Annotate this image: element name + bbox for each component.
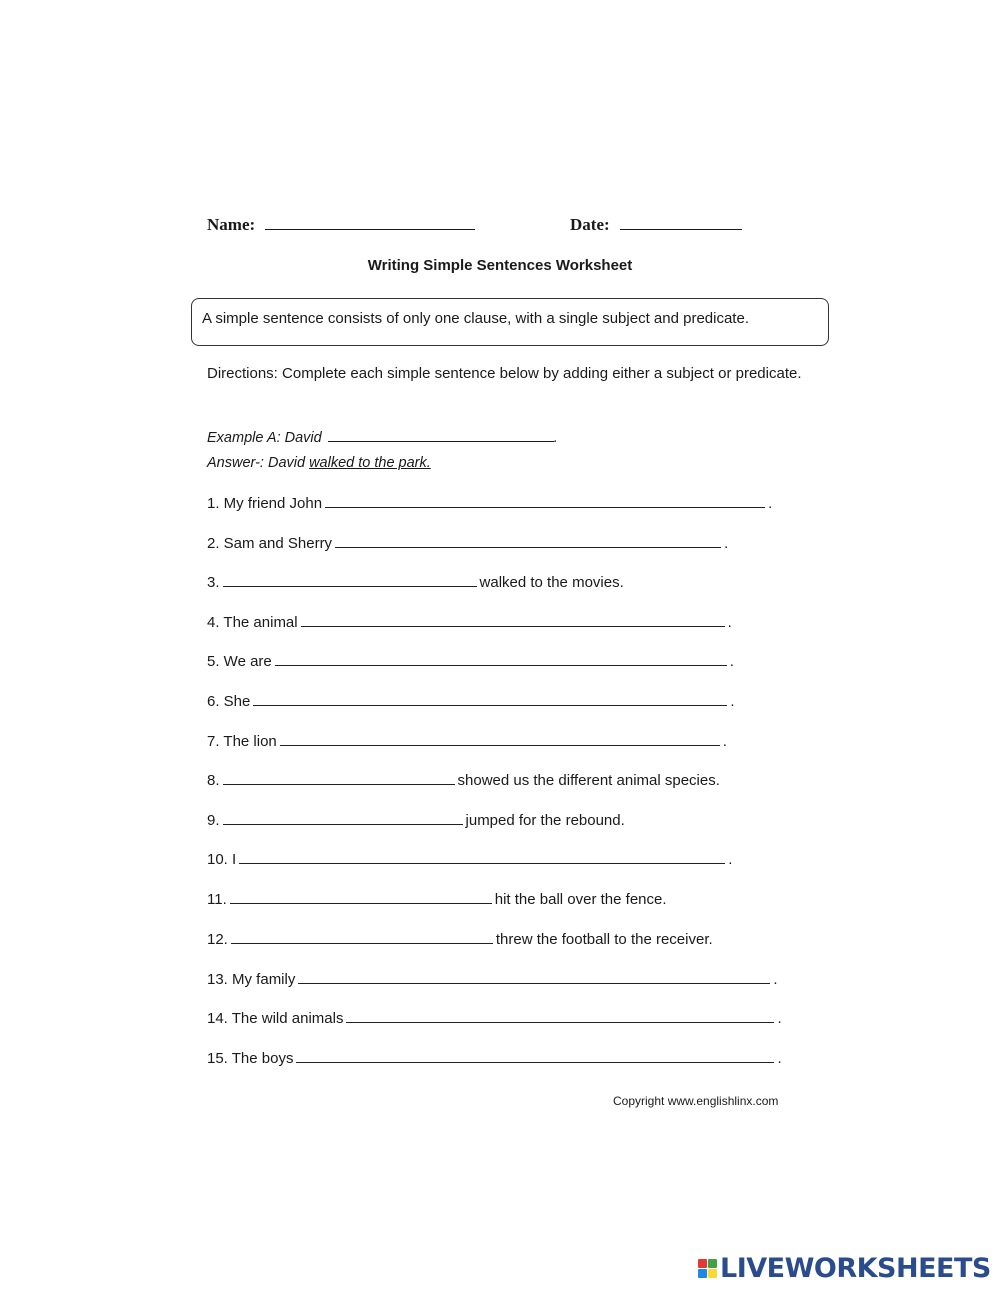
- question-6: [207, 690, 735, 714]
- question-prefix: 4. The animal: [207, 614, 298, 631]
- question-4: [207, 611, 732, 635]
- liveworksheets-logo: [698, 1253, 991, 1284]
- answer-blank[interactable]: [346, 1007, 774, 1023]
- answer-blank[interactable]: [335, 532, 721, 548]
- answer-blank[interactable]: [301, 611, 725, 627]
- question-suffix: jumped for the rebound.: [465, 812, 625, 829]
- question-prefix: 14. The wild animals: [207, 1010, 344, 1027]
- question-prefix: 3.: [207, 574, 220, 591]
- question-8: [207, 769, 720, 793]
- question-suffix: .: [730, 693, 735, 710]
- question-prefix: 2. Sam and Sherry: [207, 535, 333, 552]
- logo-block-green: [708, 1259, 717, 1268]
- logo-blocks-icon: [698, 1259, 717, 1278]
- question-prefix: 13. My family: [207, 971, 296, 988]
- question-suffix: hit the ball over the fence.: [494, 891, 667, 908]
- name-label: Name:: [207, 215, 256, 234]
- date-input-line[interactable]: [620, 215, 742, 230]
- question-prefix: 1. My friend John: [207, 495, 323, 512]
- date-label: Date:: [570, 215, 610, 234]
- directions-text: Directions: Complete each simple sentence below by adding either a subject or predicate.: [207, 365, 802, 382]
- question-suffix: .: [768, 495, 773, 512]
- question-suffix: .: [773, 971, 778, 988]
- answer-blank[interactable]: [296, 1047, 774, 1063]
- question-11: [207, 888, 667, 912]
- answer-blank[interactable]: [223, 769, 455, 785]
- question-9: [207, 809, 625, 833]
- logo-block-blue: [698, 1269, 707, 1278]
- answer-blank[interactable]: [231, 928, 493, 944]
- question-3: [207, 571, 624, 595]
- question-suffix: .: [727, 614, 732, 631]
- question-13: [207, 968, 778, 992]
- answer-blank[interactable]: [253, 690, 727, 706]
- copyright-text: Copyright www.englishlinx.com: [613, 1094, 779, 1108]
- question-suffix: walked to the movies.: [479, 574, 624, 591]
- question-prefix: 15. The boys: [207, 1050, 294, 1067]
- question-10: [207, 848, 732, 872]
- question-prefix: 5. We are: [207, 653, 272, 670]
- question-prefix: 11.: [207, 891, 227, 908]
- question-5: [207, 650, 734, 674]
- answer-blank[interactable]: [275, 650, 727, 666]
- question-prefix: 9.: [207, 812, 220, 829]
- name-field: [207, 215, 475, 235]
- question-prefix: 12.: [207, 931, 228, 948]
- example-blank: [328, 428, 554, 442]
- example-answer-prefix: Answer-: David: [207, 455, 306, 471]
- question-suffix: threw the football to the receiver.: [495, 931, 713, 948]
- question-suffix: .: [729, 653, 734, 670]
- question-suffix: .: [777, 1050, 782, 1067]
- question-1: [207, 492, 772, 516]
- question-suffix: .: [722, 733, 727, 750]
- question-prefix: 10. I: [207, 851, 237, 868]
- question-suffix: .: [728, 851, 733, 868]
- question-14: [207, 1007, 782, 1031]
- example-prompt-text: Example A: David: [207, 430, 322, 446]
- answer-blank[interactable]: [280, 730, 720, 746]
- question-prefix: 8.: [207, 772, 220, 789]
- example-answer-text: walked to the park.: [309, 455, 431, 471]
- example-answer: [207, 455, 431, 471]
- definition-box: A simple sentence consists of only one clause, with a single subject and predicate.: [191, 298, 829, 346]
- question-15: [207, 1047, 782, 1071]
- answer-blank[interactable]: [230, 888, 492, 904]
- answer-blank[interactable]: [223, 809, 463, 825]
- logo-text: LIVEWORKSHEETS: [720, 1253, 991, 1284]
- question-2: [207, 532, 728, 556]
- name-input-line[interactable]: [265, 215, 475, 230]
- question-suffix: .: [724, 535, 729, 552]
- answer-blank[interactable]: [298, 968, 770, 984]
- example-prompt: Example A: David .: [207, 430, 558, 446]
- question-suffix: showed us the different animal species.: [457, 772, 720, 789]
- page-title: Writing Simple Sentences Worksheet: [367, 257, 633, 274]
- answer-blank[interactable]: [239, 848, 725, 864]
- question-12: [207, 928, 713, 952]
- date-field: [570, 215, 742, 235]
- question-suffix: .: [777, 1010, 782, 1027]
- question-prefix: 7. The lion: [207, 733, 277, 750]
- answer-blank[interactable]: [325, 492, 765, 508]
- logo-block-yellow: [708, 1269, 717, 1278]
- logo-block-red: [698, 1259, 707, 1268]
- question-7: [207, 730, 727, 754]
- answer-blank[interactable]: [223, 571, 477, 587]
- question-prefix: 6. She: [207, 693, 251, 710]
